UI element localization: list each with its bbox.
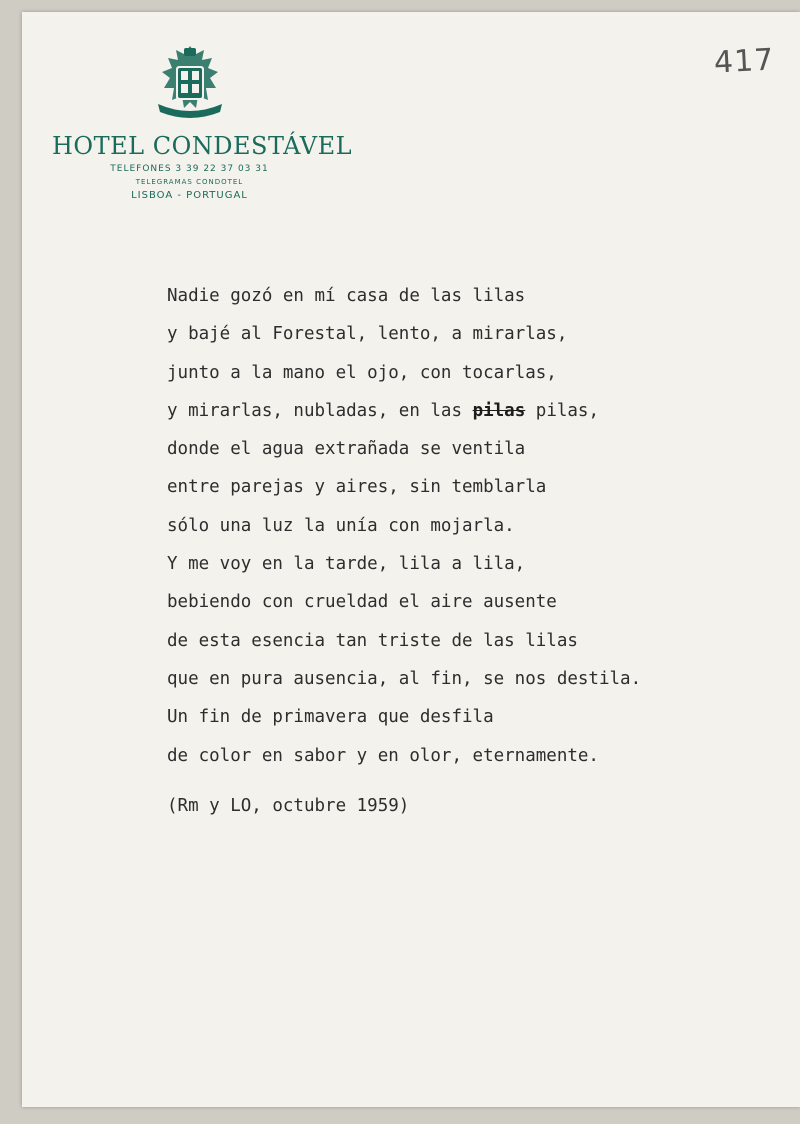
poem-line: donde el agua extrañada se ventila [167,439,526,460]
hotel-name: HOTEL CONDESTÁVEL [52,132,353,160]
poem-line-head: y mirarlas, nubladas, en las [167,400,463,421]
poem-line: Nadie gozó en mí casa de las lilas [167,286,526,306]
letterhead [52,44,353,201]
poem-line: que en pura ausencia, al fin, se nos destila. [167,668,642,689]
poem-line-with-correction [167,401,641,439]
struck-out-word: pilas [472,400,526,421]
poem-line: Un fin de primavera que desfila [167,707,494,728]
poem-line-tail: pilas, [525,400,600,421]
hotel-telegrams: TELEGRAMAS CONDOTEL [135,178,244,186]
poem-line: y bajé al Forestal, lento, a mirarlas, [167,324,568,345]
poem-line: Y me voy en la tarde, lila a lila, [167,554,526,575]
handwritten-page-number: 417 [712,42,775,81]
poem-line: junto a la mano el ojo, con tocarlas, [167,362,557,383]
poem-line: de esta esencia tan triste de las lilas [167,630,578,651]
poem-dateline: (Rm y LO, octubre 1959) [167,795,410,816]
hotel-telephones: TELEFONES 3 39 22 37 03 31 [110,164,269,174]
document-page [22,12,800,1107]
poem-line: entre parejas y aires, sin temblarla [167,477,547,498]
hotel-city: LISBOA - PORTUGAL [131,190,248,201]
poem-line: de color en sabor y en olor, eternamente. [167,745,599,766]
poem-text [167,286,641,816]
poem-line: sólo una luz la unía con mojarla. [167,515,515,536]
coat-of-arms-icon [150,44,230,122]
poem-line: bebiendo con crueldad el aire ausente [167,592,557,613]
